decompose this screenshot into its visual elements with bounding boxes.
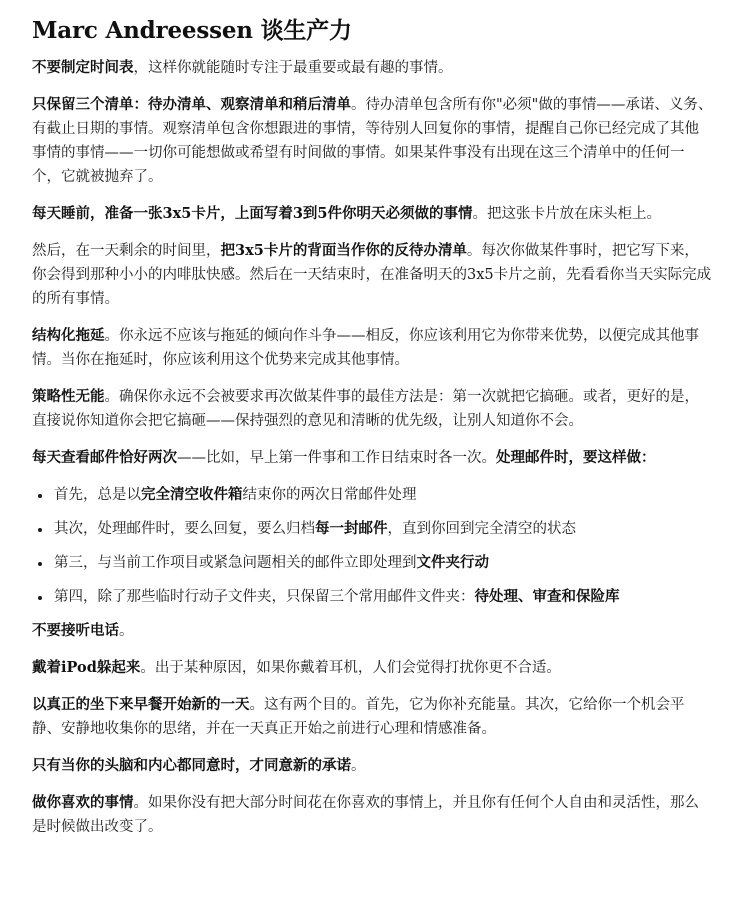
list-item: • 第三，与当前工作项目或紧急问题相关的邮件立即处理到文件夹行动 bbox=[52, 551, 713, 575]
paragraph-heading: 以真正的坐下来早餐开始新的一天 bbox=[32, 696, 250, 713]
paragraph-heading: 只有当你的头脑和内心都同意时，才同意新的承诺 bbox=[32, 757, 351, 774]
list-item: • 其次，处理邮件时，要么回复，要么归档每一封邮件，直到你回到完全清空的状态 bbox=[52, 517, 713, 541]
paragraph-text: 。把这张卡片放在床头柜上。 bbox=[472, 206, 661, 222]
paragraph-heading: 戴着iPod躲起来 bbox=[32, 659, 141, 676]
paragraph-no-schedule bbox=[32, 56, 713, 80]
paragraph-heading: 只保留三个清单：待办清单、观察清单和稍后清单 bbox=[32, 96, 351, 113]
paragraph-breakfast bbox=[32, 693, 713, 741]
paragraph-heading: 把3x5卡片的背面当作你的反待办清单 bbox=[220, 242, 467, 259]
paragraph-heading: 每天查看邮件恰好两次 bbox=[32, 449, 177, 466]
list-item: • 第四，除了那些临时行动子文件夹，只保留三个常用邮件文件夹：待处理、审查和保险库 bbox=[52, 585, 713, 609]
paragraph-text: 。确保你永远不会被要求再次做某件事的最佳方法是：第一次就把它搞砸。或者，更好的是，直接说你知道你会把它搞砸——保持强烈的意见和清晰的优先级，让别人知道你不会。 bbox=[32, 389, 699, 429]
paragraph-text: 。每次你做某件事时，把它写下来，你会得到那种小小的内啡肽快感。然后在一天结束时，在准备明天的3x5卡片之前，先看看你当天实际完成的所有事情。 bbox=[32, 243, 712, 307]
email-steps-list bbox=[32, 483, 713, 609]
paragraph-text: ——比如，早上第一件事和工作日结束时各一次。 bbox=[177, 450, 496, 466]
paragraph-anti-todo bbox=[32, 239, 713, 311]
paragraph-text: 。你永远不应该与拖延的倾向作斗争——相反，你应该利用它为你带来优势，以便完成其他事情。当你在拖延时，你应该利用这个优势来完成其他事情。 bbox=[32, 328, 699, 368]
paragraph-text: 。这有两个目的。首先，它为你补充能量。其次，它给你一个机会平静、安静地收集你的思绪，并在一天真正开始之前进行心理和情感准备。 bbox=[32, 697, 685, 737]
paragraph-heading: 每天睡前，准备一张3x5卡片，上面写着3到5件你明天必须做的事情 bbox=[32, 205, 473, 222]
paragraph-text: ，这样你就能随时专注于最重要或最有趣的事情。 bbox=[133, 60, 453, 76]
paragraph-text: 。待办清单包含所有你"必须"做的事情——承诺、义务、有截止日期的事情。观察清单包含你想跟进的事情，等待别人回复你的事情，提醒自己你已经完成了其他事情的事情——一切你可能想做或希望有时间做的事情。如果某件事没有出现在这三个清单中的任何一个，它就被抛弃了。 bbox=[32, 97, 713, 185]
paragraph-text: 。 bbox=[119, 623, 134, 639]
paragraph-three-lists bbox=[32, 93, 713, 189]
paragraph-commitments bbox=[32, 754, 713, 778]
paragraph-heading: 不要制定时间表 bbox=[32, 59, 134, 76]
paragraph-index-card bbox=[32, 202, 713, 226]
paragraph-heading: 做你喜欢的事情 bbox=[32, 794, 134, 811]
paragraph-text: 。 bbox=[351, 758, 366, 774]
paragraph-email-twice bbox=[32, 446, 713, 470]
page-title: Marc Andreessen 谈生产力 bbox=[32, 17, 352, 44]
paragraph-text: 。出于某种原因，如果你戴着耳机，人们会觉得打扰你更不合适。 bbox=[140, 660, 561, 676]
paragraph-text: 然后，在一天剩余的时间里， bbox=[32, 243, 221, 259]
paragraph-heading: 不要接听电话 bbox=[32, 622, 119, 639]
paragraph-strategic-incompetence bbox=[32, 385, 713, 433]
paragraph-heading: 策略性无能 bbox=[32, 388, 105, 405]
paragraph-structured-procrastination bbox=[32, 324, 713, 372]
paragraph-text: 。如果你没有把大部分时间花在你喜欢的事情上，并且你有任何个人自由和灵活性，那么是时候做出改变了。 bbox=[32, 795, 699, 835]
paragraph-no-phone bbox=[32, 619, 713, 643]
paragraph-heading: 处理邮件时，要这样做： bbox=[496, 449, 656, 466]
paragraph-do-what-you-love bbox=[32, 791, 713, 839]
list-item: • 首先，总是以完全清空收件箱结束你的两次日常邮件处理 bbox=[52, 483, 713, 507]
paragraph-ipod bbox=[32, 656, 713, 680]
paragraph-heading: 结构化拖延 bbox=[32, 327, 105, 344]
